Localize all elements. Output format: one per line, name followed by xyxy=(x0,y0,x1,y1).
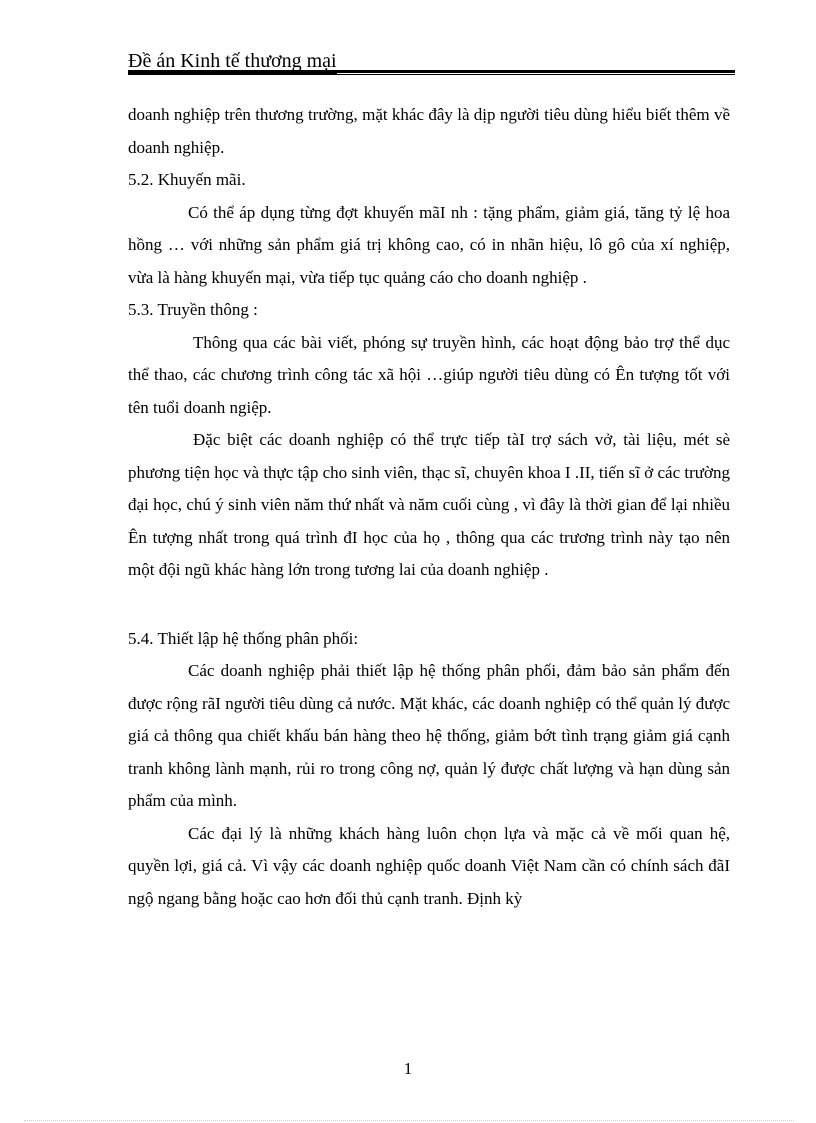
paragraph-agents: Các đại lý là những khách hàng luôn chọn lựa và mặc cả về mối quan hệ, quyền lợi, giá cả. Vì vậy các doanh nghiệp quốc doanh Việt Nam cần có chính sách đãI ngộ ngang bằng hoặc cao hơn đối thủ cạnh tranh. Định kỳ xyxy=(128,823,730,908)
document-body xyxy=(128,99,730,915)
paragraph-distribution: Các doanh nghiệp phải thiết lập hệ thống phân phối, đảm bảo sản phẩm đến được rộng rãI người tiêu dùng cả nước. Mặt khác, các doanh nghiệp có thể quản lý được giá cả thông qua chiết khấu bán hàng theo hệ thống, giảm bớt tình trạng giảm giá cạnh tranh không lành mạnh, rủi ro trong công nợ, quản lý được chất lượng và hạn dùng sản phẩm của mình. xyxy=(128,661,730,810)
header-title: Đề án Kinh tế thương mại xyxy=(128,50,337,72)
heading-5-4: 5.4. Thiết lập hệ thống phân phối: xyxy=(128,628,359,648)
paragraph-promotion: Có thể áp dụng từng đợt khuyến mãI nh : tặng phẩm, giảm giá, tăng tỷ lệ hoa hồng … với những sản phẩm giá trị không cao, có in nhãn hiệu, lô gô của xí nghiệp, vừa là hàng khuyến mại, vừa tiếp tục quảng cáo cho doanh nghiệp . xyxy=(128,202,730,287)
header-rule xyxy=(128,70,735,75)
page-header xyxy=(128,50,735,76)
footer-dotted-line xyxy=(24,1120,794,1121)
paragraph-communication: Thông qua các bài viết, phóng sự truyền hình, các hoạt động bảo trợ thể dục thể thao, các chương trình công tác xã hội …giúp người tiêu dùng có Ên tượng tốt với tên tuổi doanh ngiệp. xyxy=(128,332,730,417)
heading-5-2: 5.2. Khuyến mãi. xyxy=(128,170,246,189)
page-number: 1 xyxy=(403,1059,413,1078)
paragraph-sponsorship: Đặc biệt các doanh nghiệp có thể trực tiếp tàI trợ sách vở, tài liệu, mét sè phương tiện học và thực tập cho sinh viên, thạc sĩ, chuyên khoa I .II, tiến sĩ ở các trường đại học, chú ý sinh viên năm thứ nhất và năm cuối cùng , vì đây là thời gian để lại nhiều Ên tượng nhất trong quá trình đI học của họ , thông qua các trương trình này tạo nên một đội ngũ khác hàng lớn trong tương lai của doanh nghiệp . xyxy=(128,430,730,579)
paragraph-intro: doanh nghiệp trên thương trường, mặt khác đây là dịp người tiêu dùng hiểu biết thêm về doanh nghiệp. xyxy=(128,105,730,157)
paragraph-spacer xyxy=(128,587,730,623)
heading-5-3: 5.3. Truyền thông : xyxy=(128,300,258,319)
